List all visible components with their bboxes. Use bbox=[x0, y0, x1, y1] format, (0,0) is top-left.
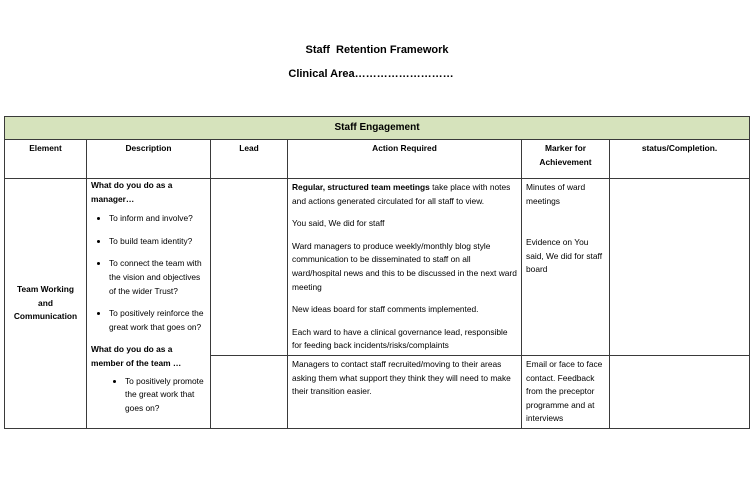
header-description: Description bbox=[87, 140, 211, 179]
action-paragraph: Ward managers to produce weekly/monthly blog style communication to be disseminated to staff on all ward/hospital news and this to be discussed in the next ward meeting bbox=[292, 240, 517, 292]
element-line-3: Communication bbox=[13, 311, 78, 322]
element-line-2: and bbox=[38, 297, 53, 308]
manager-question: What do you do as a manager… bbox=[91, 180, 173, 204]
lead-cell bbox=[211, 355, 288, 428]
list-item: • To connect the team with the vision and objectives of the wider Trust? bbox=[109, 257, 206, 298]
action-paragraph: Each ward to have a clinical governance lead, responsible for feeding back incidents/risks/complaints bbox=[292, 326, 508, 351]
staff-engagement-table bbox=[4, 116, 750, 429]
header-row bbox=[5, 140, 750, 179]
document-title: Staff Retention Framework bbox=[305, 44, 449, 56]
action-cell bbox=[288, 355, 522, 428]
marker-paragraph: Email or face to face contact. Feedback from the preceptor programme and at interviews bbox=[526, 358, 603, 424]
header-marker: Marker for Achievement bbox=[522, 140, 610, 179]
member-question: What do you do as a member of the team … bbox=[91, 344, 182, 368]
clinical-area-line: Clinical Area……………………… bbox=[288, 68, 454, 80]
description-cell bbox=[87, 179, 211, 429]
action-cell bbox=[288, 179, 522, 356]
header-action: Action Required bbox=[288, 140, 522, 179]
status-cell bbox=[610, 179, 750, 356]
element-cell bbox=[5, 179, 87, 429]
status-cell bbox=[610, 355, 750, 428]
list-item: • To build team identity? bbox=[109, 235, 206, 249]
action-paragraph: You said, We did for staff bbox=[292, 218, 385, 229]
header-lead: Lead bbox=[211, 140, 288, 179]
action-emphasis: Regular, structured team meetings bbox=[292, 182, 430, 192]
table-row bbox=[5, 179, 750, 356]
action-text: take place with notes and actions generated circulated for all staff to view. bbox=[292, 182, 511, 206]
member-list bbox=[91, 375, 206, 416]
list-item: • To positively promote the great work that goes on? bbox=[125, 375, 206, 416]
marker-cell bbox=[522, 179, 610, 356]
marker-paragraph: Evidence on You said, We did for staff board bbox=[526, 237, 603, 275]
lead-cell bbox=[211, 179, 288, 356]
list-item: • To positively reinforce the great work that goes on? bbox=[109, 307, 206, 334]
action-paragraph bbox=[292, 181, 517, 208]
header-status: status/Completion. bbox=[610, 140, 750, 179]
action-paragraph: New ideas board for staff comments implemented. bbox=[292, 304, 479, 315]
element-line-1: Team Working bbox=[17, 284, 74, 295]
list-item: • To inform and involve? bbox=[109, 212, 206, 226]
action-paragraph: Managers to contact staff recruited/moving to their areas asking them what support they think they will need to make their transition easier. bbox=[292, 358, 511, 397]
marker-paragraph: Minutes of ward meetings bbox=[526, 182, 586, 206]
section-banner: Staff Engagement bbox=[5, 117, 750, 140]
marker-cell bbox=[522, 355, 610, 428]
header-element: Element bbox=[5, 140, 87, 179]
manager-list bbox=[91, 212, 206, 334]
